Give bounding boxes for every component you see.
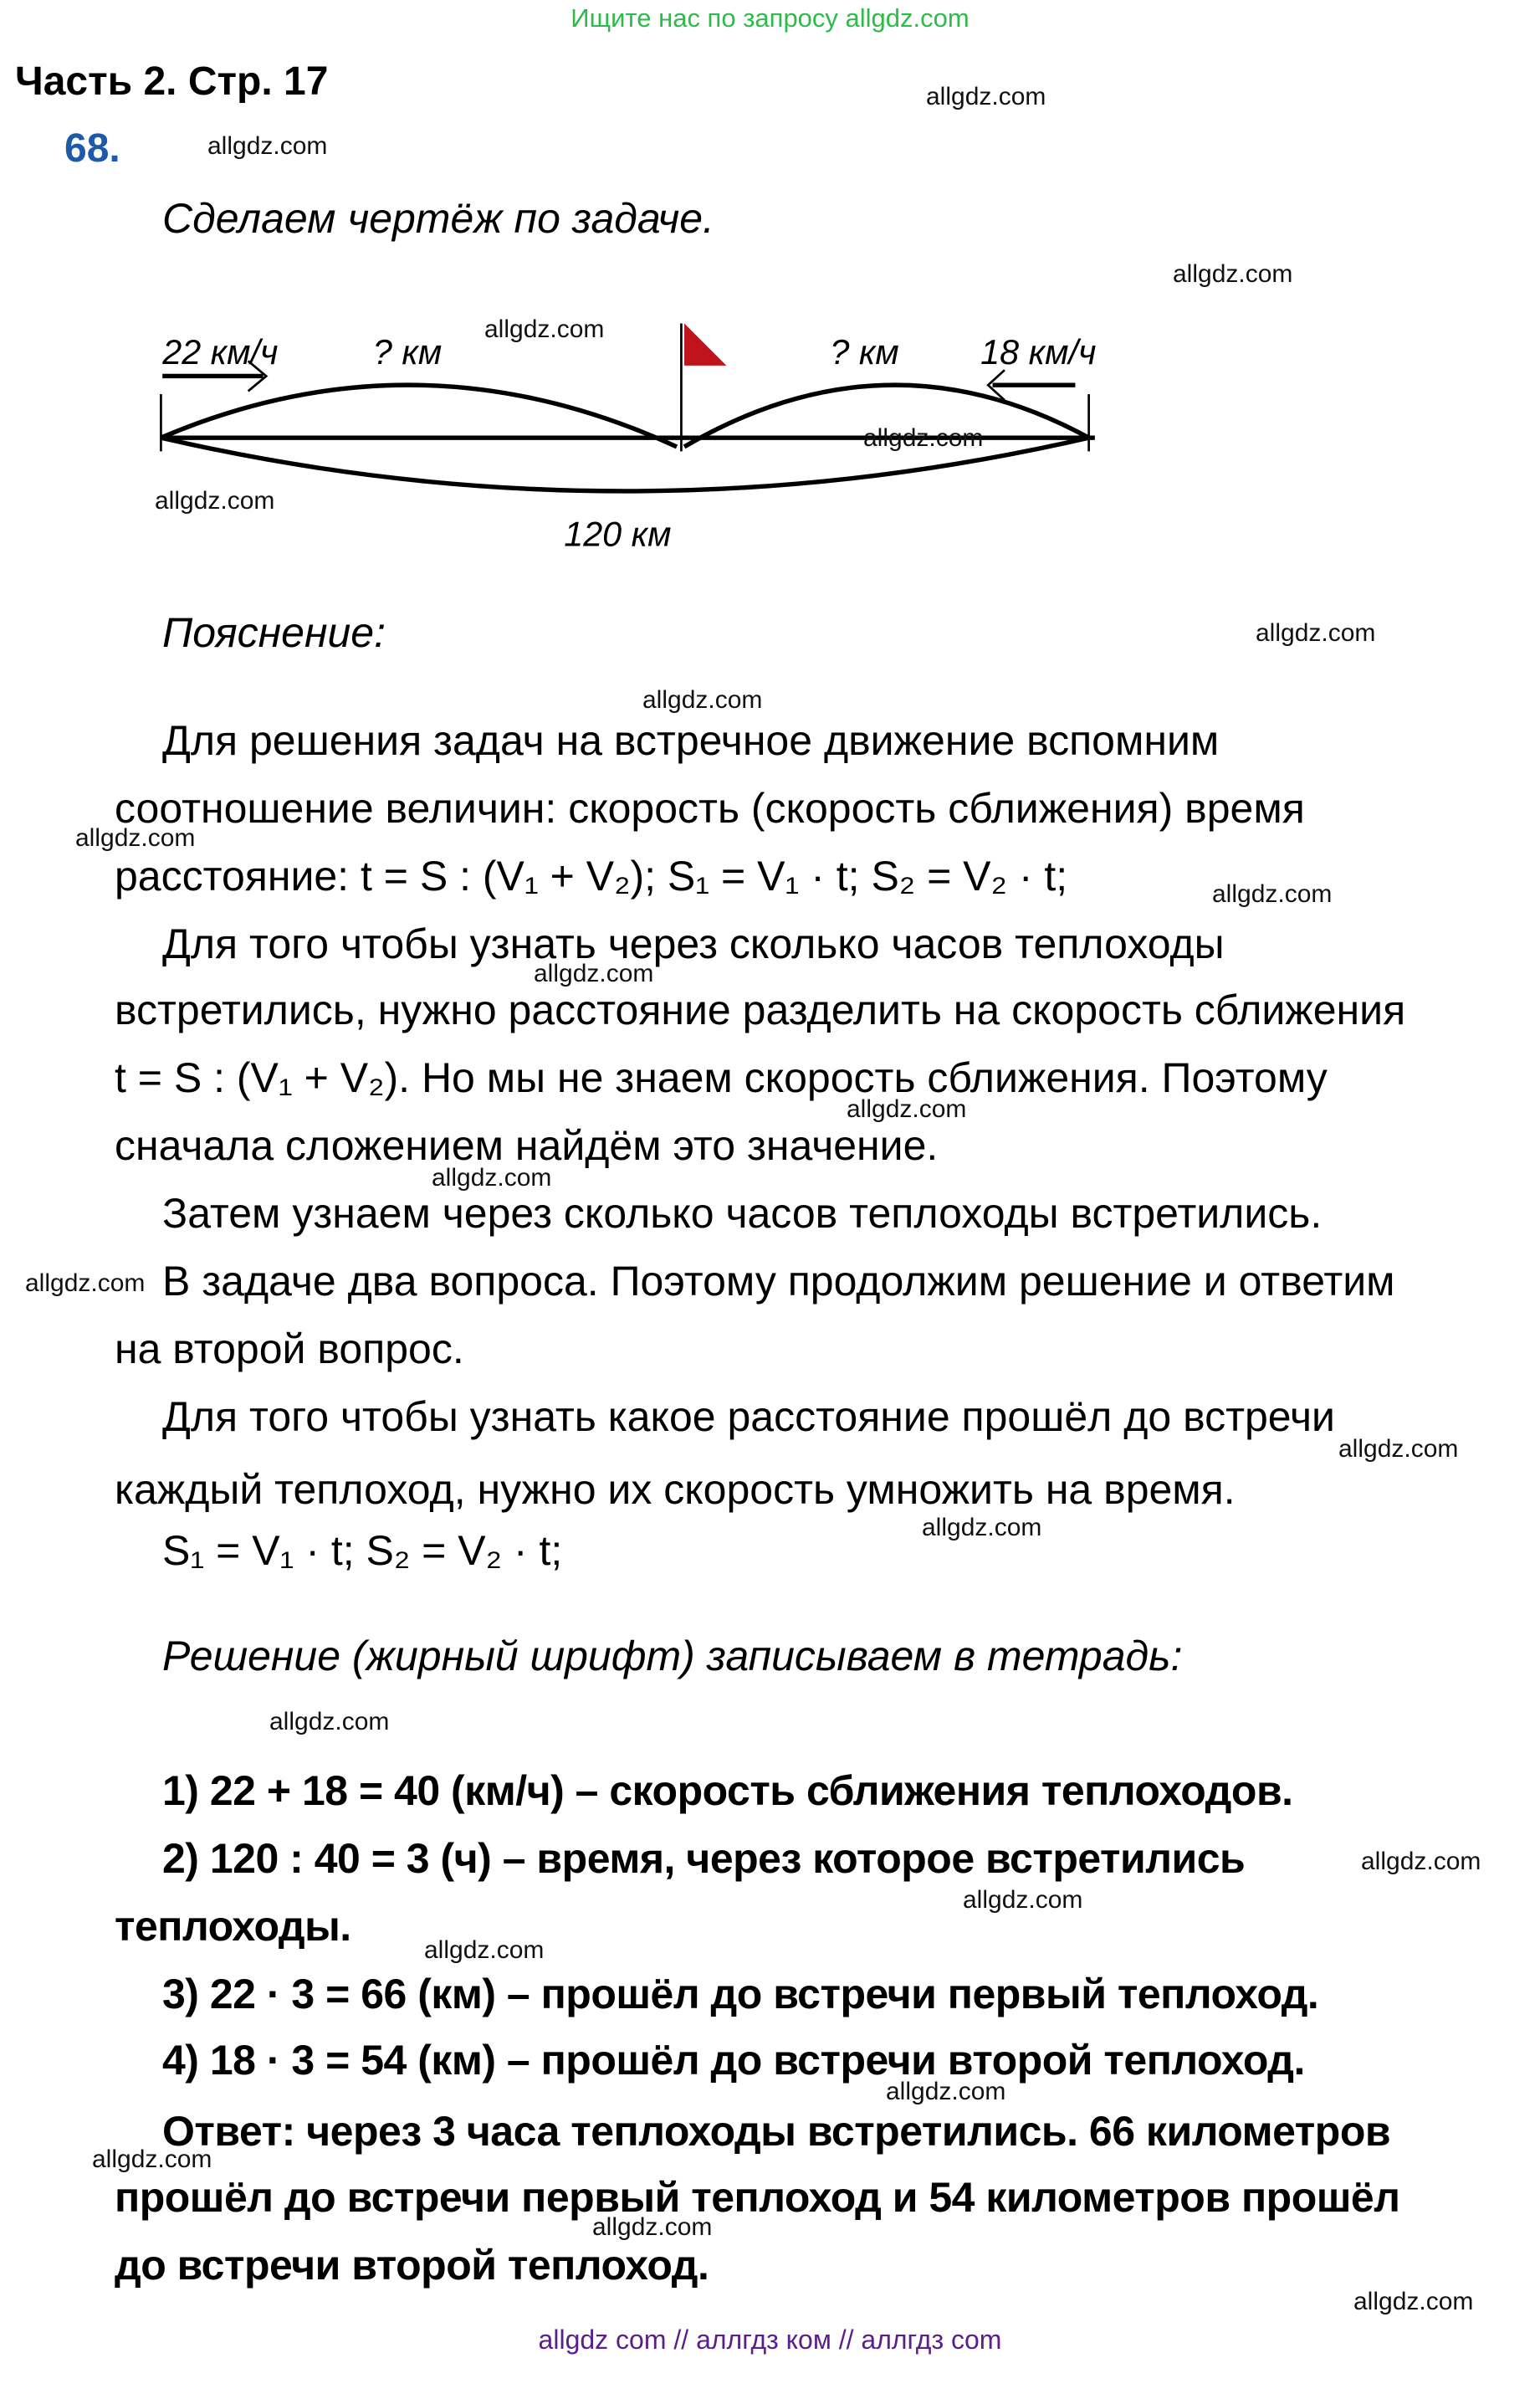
explanation-line: встретились, нужно расстояние разделить на скорость сближения bbox=[115, 987, 1406, 1033]
explanation-line: Для решения задач на встречное движение вспомним bbox=[162, 717, 1220, 764]
watermark: allgdz.com bbox=[1353, 2288, 1474, 2315]
speed2-label: 18 км/ч bbox=[980, 333, 1097, 372]
explanation-line: t = S : (V₁ + V₂). Но мы не знаем скорость сближения. Поэтому bbox=[115, 1054, 1328, 1101]
explanation-line: на второй вопрос. bbox=[115, 1325, 464, 1372]
watermark: allgdz.com bbox=[25, 1269, 146, 1297]
watermark: allgdz.com bbox=[642, 686, 763, 714]
drawing-intro: Сделаем чертёж по задаче. bbox=[162, 195, 714, 242]
watermark: allgdz.com bbox=[886, 2078, 1006, 2105]
dist1-label: ? км bbox=[372, 333, 443, 372]
watermark: allgdz.com bbox=[863, 424, 984, 452]
total-distance-label: 120 км bbox=[564, 515, 672, 554]
header-banner[interactable]: Ищите нас по запросу allgdz.com bbox=[570, 3, 970, 33]
watermark: allgdz.com bbox=[922, 1514, 1042, 1541]
explanation-line: Для того чтобы узнать через сколько часов теплоходы bbox=[162, 920, 1225, 967]
watermark: allgdz.com bbox=[1256, 619, 1376, 647]
watermark: allgdz.com bbox=[534, 960, 654, 987]
explanation-line: Для того чтобы узнать какое расстояние прошёл до встречи bbox=[162, 1393, 1335, 1440]
answer-line: до встречи второй теплоход. bbox=[115, 2242, 709, 2289]
solution-line: 1) 22 + 18 = 40 (км/ч) – скорость сближения теплоходов. bbox=[162, 1767, 1293, 1814]
watermark: allgdz.com bbox=[424, 1936, 545, 1964]
watermark: allgdz.com bbox=[963, 1886, 1083, 1914]
watermark: allgdz.com bbox=[432, 1164, 552, 1192]
solution-line: 4) 18 · 3 = 54 (км) – прошёл до встречи второй теплоход. bbox=[162, 2037, 1305, 2084]
explanation-line: Затем узнаем через сколько часов теплоходы встретились. bbox=[162, 1190, 1323, 1237]
solution-line: 2) 120 : 40 = 3 (ч) – время, через которое встретились bbox=[162, 1835, 1246, 1882]
watermark: allgdz.com bbox=[1338, 1435, 1459, 1463]
explanation-line: сначала сложением найдём это значение. bbox=[115, 1122, 939, 1169]
watermark: allgdz.com bbox=[75, 824, 196, 852]
explanation-heading: Пояснение: bbox=[162, 609, 386, 656]
watermark: allgdz.com bbox=[1212, 880, 1333, 908]
dist2-label: ? км bbox=[830, 333, 899, 372]
watermark: allgdz.com bbox=[207, 132, 328, 160]
explanation-line: соотношение величин: скорость (скорость сближения) время bbox=[115, 785, 1305, 832]
footer-links[interactable]: allgdz com // аллгдз ком // аллгдз com bbox=[538, 2325, 1002, 2355]
watermark: allgdz.com bbox=[155, 487, 275, 515]
watermark: allgdz.com bbox=[1173, 260, 1293, 288]
explanation-line: расстояние: t = S : (V₁ + V₂); S₁ = V₁ · t; S₂ = V₂ · t; bbox=[115, 853, 1068, 900]
watermark: allgdz.com bbox=[926, 83, 1046, 110]
solution-heading: Решение (жирный шрифт) записываем в тетрадь: bbox=[162, 1633, 1183, 1679]
solution-line: 3) 22 · 3 = 66 (км) – прошёл до встречи первый теплоход. bbox=[162, 1971, 1319, 2017]
task-number: 68. bbox=[64, 126, 120, 171]
watermark: allgdz.com bbox=[847, 1095, 967, 1123]
speed1-label: 22 км/ч bbox=[162, 333, 279, 372]
answer-line: Ответ: через 3 часа теплоходы встретились. 66 километров bbox=[162, 2108, 1391, 2155]
watermark: allgdz.com bbox=[92, 2145, 212, 2173]
watermark: allgdz.com bbox=[484, 315, 605, 343]
explanation-line: В задаче два вопроса. Поэтому продолжим решение и ответим bbox=[162, 1258, 1395, 1305]
solution-line: теплоходы. bbox=[115, 1903, 351, 1950]
watermark: allgdz.com bbox=[1361, 1848, 1481, 1875]
watermark: allgdz.com bbox=[592, 2213, 713, 2241]
page-title: Часть 2. Стр. 17 bbox=[15, 59, 329, 104]
explanation-formula: S₁ = V₁ · t; S₂ = V₂ · t; bbox=[162, 1527, 563, 1574]
flag-icon bbox=[684, 324, 726, 366]
watermark: allgdz.com bbox=[269, 1708, 390, 1735]
explanation-line: каждый теплоход, нужно их скорость умножить на время. bbox=[115, 1466, 1236, 1513]
answer-line: прошёл до встречи первый теплоход и 54 километров прошёл bbox=[115, 2174, 1400, 2221]
